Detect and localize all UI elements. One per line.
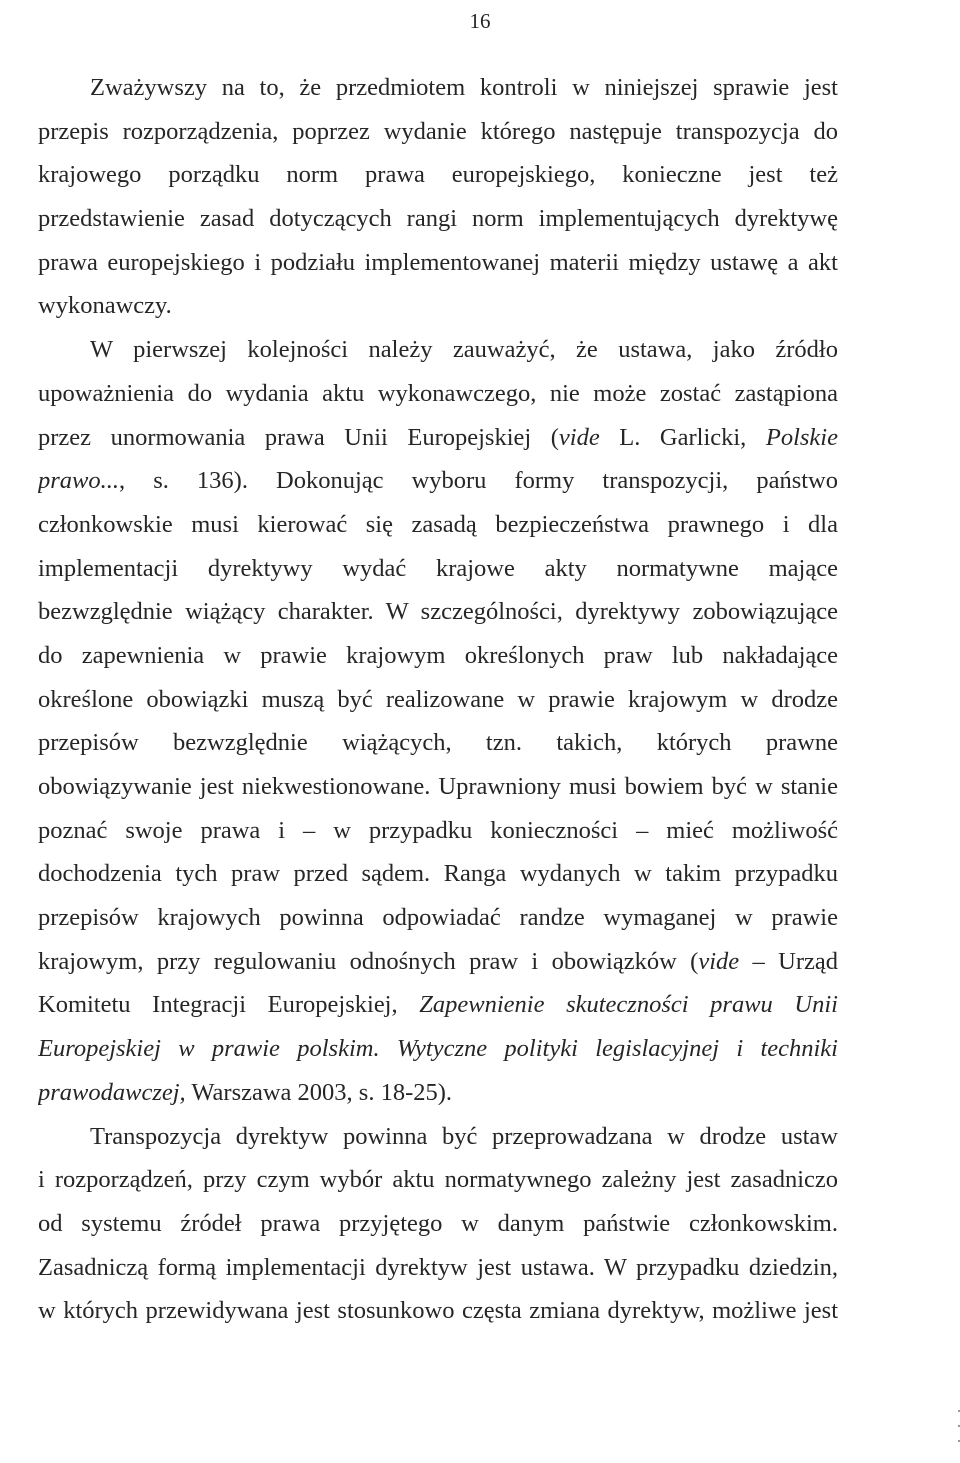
text-line: implementacji dyrektywy wydać krajowe akty normatywne mające xyxy=(38,554,838,582)
text-line: W pierwszej kolejności należy zauważyć, że ustawa, jako źródło xyxy=(90,336,838,364)
text-line xyxy=(38,940,838,984)
text-line: określone obowiązki muszą być realizowane w prawie krajowym w drodze xyxy=(38,685,838,713)
text-run: L. Garlicki, xyxy=(599,423,766,451)
text-line xyxy=(38,983,838,1027)
paragraph-1 xyxy=(38,66,838,328)
text-run: Warszawa 2003, s. 18-25). xyxy=(185,1078,453,1106)
text-line: w których przewidywana jest stosunkowo częsta zmiana dyrektyw, możliwe jest xyxy=(38,1297,838,1325)
italic-run: Zapewnienie skuteczności prawu Unii xyxy=(419,991,838,1019)
text-line: prawa europejskiego i podziału implementowanej materii między ustawę a akt xyxy=(38,248,838,276)
italic-run: Europejskiej w prawie polskim. Wytyczne polityki legislacyjnej i techniki xyxy=(38,1035,838,1063)
text-line: przepisów bezwzględnie wiążących, tzn. takich, których prawne xyxy=(38,729,838,757)
paragraph-2 xyxy=(38,328,838,1114)
text-run: , s. 136). Dokonując wyboru formy transpozycji, państwo xyxy=(119,467,838,495)
text-run: – Urząd xyxy=(739,947,838,975)
italic-run: Polskie xyxy=(765,423,838,451)
text-line: dochodzenia tych praw przed sądem. Ranga wydanych w takim przypadku xyxy=(38,860,838,888)
text-line xyxy=(38,1027,838,1071)
text-line: przepis rozporządzenia, poprzez wydanie którego następuje transpozycja do xyxy=(38,117,838,145)
text-run: krajowym, przy regulowaniu odnośnych praw i obowiązków ( xyxy=(38,947,699,975)
text-run: przez unormowania prawa Unii Europejskiej ( xyxy=(38,423,559,451)
text-line: Transpozycja dyrektyw powinna być przeprowadzana w drodze ustaw xyxy=(90,1122,838,1150)
text-run: Komitetu Integracji Europejskiej, xyxy=(38,991,420,1019)
italic-run: vide xyxy=(558,423,600,451)
text-line: przedstawienie zasad dotyczących rangi norm implementujących dyrektywę xyxy=(38,205,838,233)
text-line xyxy=(38,459,838,503)
text-line: i rozporządzeń, przy czym wybór aktu normatywnego zależny jest zasadniczo xyxy=(38,1166,838,1194)
text-line xyxy=(38,1071,838,1115)
text-line: bezwzględnie wiążący charakter. W szczególności, dyrektywy zobowiązujące xyxy=(38,598,838,626)
text-line: członkowskie musi kierować się zasadą bezpieczeństwa prawnego i dla xyxy=(38,510,838,538)
text-line xyxy=(38,416,838,460)
italic-run: vide xyxy=(698,947,740,975)
italic-run: prawodawczej, xyxy=(38,1078,186,1106)
text-line: do zapewnienia w prawie krajowym określonych praw lub nakładające xyxy=(38,641,838,669)
body-text xyxy=(38,66,838,1333)
text-line: przepisów krajowych powinna odpowiadać randze wymaganej w prawie xyxy=(38,904,838,932)
paragraph-3 xyxy=(38,1115,838,1333)
text-line: obowiązywanie jest niekwestionowane. Uprawniony musi bowiem być w stanie xyxy=(38,773,838,800)
text-line: wykonawczy. xyxy=(38,292,172,320)
page-number: 16 xyxy=(469,9,491,33)
text-line: Zważywszy na to, że przedmiotem kontroli w niniejszej sprawie jest xyxy=(90,74,838,101)
text-line: poznać swoje prawa i – w przypadku konieczności – mieć możliwość xyxy=(38,816,838,844)
text-line: krajowego porządku norm prawa europejskiego, konieczne jest też xyxy=(38,161,838,189)
text-line: od systemu źródeł prawa przyjętego w danym państwie członkowskim. xyxy=(38,1209,838,1237)
italic-run: prawo... xyxy=(38,467,120,495)
text-line: upoważnienia do wydania aktu wykonawczego, nie może zostać zastąpiona xyxy=(38,379,838,407)
text-line: Zasadniczą formą implementacji dyrektyw jest ustawa. W przypadku dziedzin, xyxy=(38,1253,838,1281)
